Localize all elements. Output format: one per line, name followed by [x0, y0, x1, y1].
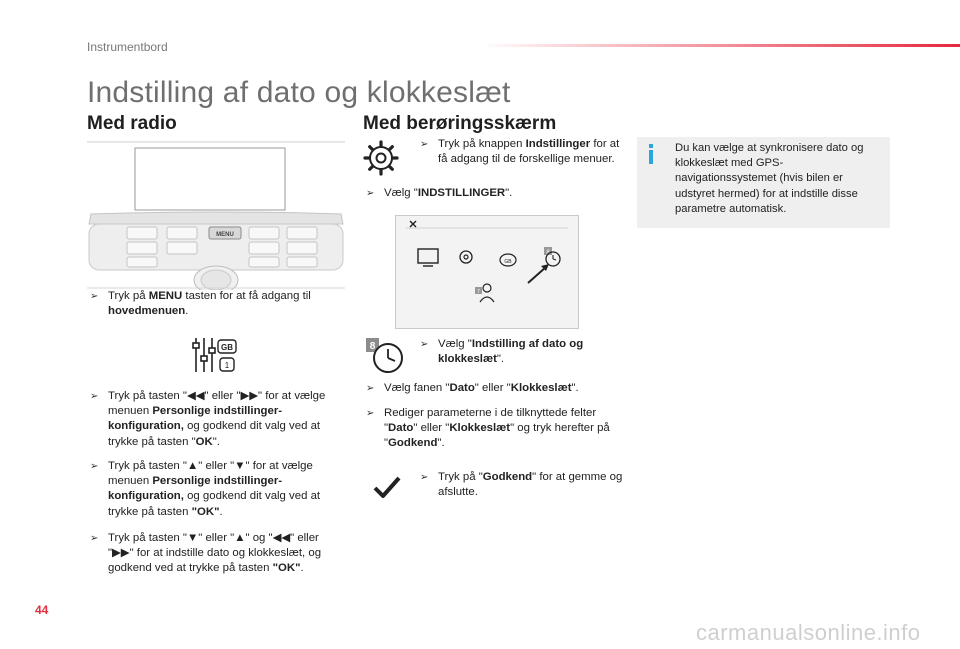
text-run: og godkend dit valg ved at trykke på tasten — [108, 490, 321, 518]
bold-text: INDSTILLINGER — [417, 187, 506, 199]
text-run: " eller " — [198, 460, 235, 472]
touch-step-2-text — [384, 186, 606, 201]
info-box — [637, 137, 890, 228]
text-run: . — [219, 505, 223, 518]
text-run: ▶▶ — [112, 547, 130, 560]
text-run: for at få adgang til de forskellige menuer. — [438, 138, 620, 166]
arrow-bullet-icon: ➢ — [90, 391, 99, 402]
touch-step-6-text — [438, 470, 625, 500]
watermark: carmanualsonline.info — [696, 620, 921, 645]
text-run: " eller " — [204, 390, 241, 402]
bold-text: OK — [195, 435, 213, 448]
bold-text: hovedmenuen — [108, 305, 186, 318]
text-run: ▼ — [234, 460, 246, 472]
page-title: Indstilling af dato og klokkeslæt — [87, 76, 511, 109]
settings-sliders-icon — [190, 334, 242, 376]
touchscreen-illustration — [395, 215, 579, 329]
gb-label: GB — [221, 343, 233, 352]
arrow-bullet-icon: ➢ — [90, 291, 99, 302]
info-text: Du kan vælge at synkronisere dato og klokkeslæt med GPS-navigationssystemet (hvis bilen er udstyret hermed) for at indstille disse parametre automatisk. — [675, 142, 864, 215]
bold-text: Personlige indstillinger-konfiguration, — [108, 405, 283, 433]
text-run: ▲ — [234, 532, 246, 544]
arrow-bullet-icon: ➢ — [420, 472, 429, 483]
touch-step-5 — [366, 406, 628, 452]
text-run: . — [300, 562, 304, 575]
bold-text: Godkend — [388, 437, 438, 450]
info-icon — [646, 144, 656, 164]
text-run: ◀◀ — [272, 532, 291, 544]
screen-eight-label: 8 — [546, 250, 550, 256]
page-number: 44 — [35, 603, 49, 617]
text-run: Tryk på knappen — [438, 138, 526, 150]
radio-step-2 — [90, 389, 342, 450]
touch-step-1 — [420, 137, 620, 167]
radio-step-3 — [90, 459, 342, 520]
section-header: Instrumentbord — [87, 40, 168, 54]
text-run: tasten for at få adgang til — [182, 290, 311, 302]
text-run: . — [185, 305, 189, 318]
bold-text: "OK" — [191, 505, 220, 518]
one-label: 1 — [224, 361, 230, 370]
text-run: " eller " — [198, 532, 235, 544]
text-run: ". — [437, 437, 445, 450]
radio-step-1 — [90, 289, 340, 319]
text-run: Rediger parameterne i de tilknyttede felter " — [384, 407, 597, 435]
text-run: Vælg fanen " — [384, 382, 450, 394]
heading-med-beroringsskaerm: Med berøringsskærm — [363, 113, 557, 134]
text-run: Tryk på tasten " — [108, 532, 187, 544]
arrow-bullet-icon: ➢ — [420, 339, 429, 350]
arrow-bullet-icon: ➢ — [366, 188, 375, 199]
radio-step-1-text — [108, 289, 340, 319]
heading-med-radio: Med radio — [87, 113, 177, 134]
menu-key-label: MENU — [216, 232, 234, 238]
bold-text: Klokkeslæt — [510, 382, 572, 394]
text-run: " eller " — [108, 532, 319, 560]
arrow-bullet-icon: ➢ — [90, 461, 99, 472]
bold-text: Dato — [388, 422, 414, 435]
radio-step-4 — [90, 531, 342, 577]
radio-step-4-text — [108, 531, 342, 577]
text-run: Tryk på tasten " — [108, 390, 187, 402]
checkmark-icon — [372, 474, 402, 500]
text-run: " eller " — [413, 422, 450, 435]
radio-panel-illustration — [87, 138, 345, 290]
gear-icon — [361, 138, 401, 178]
text-run: ▶▶ — [240, 390, 258, 402]
radio-step-2-text — [108, 389, 342, 450]
text-run: ▲ — [186, 460, 199, 472]
touch-step-2 — [366, 186, 606, 201]
bold-text: Indstillinger — [525, 138, 591, 150]
bold-text: Indstilling af dato og klokkeslæt — [438, 338, 584, 366]
text-run: " for at vælge menuen — [108, 460, 313, 488]
arrow-bullet-icon: ➢ — [90, 533, 99, 544]
text-run: " for at indstille dato og klokkeslæt, og godkend ved at trykke på tasten — [108, 547, 322, 575]
bold-text: Dato — [449, 382, 475, 394]
clock-icon — [364, 336, 406, 376]
screen-gb-label: GB — [504, 259, 512, 265]
text-run: Vælg " — [438, 338, 472, 350]
text-run: ". — [571, 382, 579, 394]
touch-step-3 — [420, 337, 620, 367]
touchscreen-menu-icons — [396, 216, 578, 328]
touch-step-4-text — [384, 381, 626, 396]
text-run: Vælg " — [384, 187, 418, 199]
touch-step-1-text — [438, 137, 620, 167]
text-run: ". — [212, 435, 220, 448]
touch-step-3-text — [438, 337, 620, 367]
touch-step-4 — [366, 381, 626, 396]
radio-step-3-text — [108, 459, 342, 520]
arrow-bullet-icon: ➢ — [420, 139, 429, 150]
touch-step-6 — [420, 470, 625, 500]
text-run: " for at gemme og afslutte. — [438, 471, 623, 499]
text-run: " og " — [245, 532, 273, 544]
text-run: ▼ — [186, 532, 199, 544]
bold-text: Klokkeslæt — [449, 422, 511, 435]
bold-text: "OK" — [272, 562, 301, 575]
arrow-bullet-icon: ➢ — [366, 383, 375, 394]
text-run: og godkend dit valg ved at trykke på tasten " — [108, 420, 321, 448]
text-run: Tryk på " — [438, 471, 483, 483]
text-run: ". — [505, 187, 513, 199]
text-run: " og tryk herefter på " — [384, 422, 610, 450]
bold-text: MENU — [148, 290, 183, 302]
text-run: ◀◀ — [186, 390, 205, 402]
text-run: " eller " — [474, 382, 511, 394]
screen-seven-label: 7 — [477, 289, 480, 295]
header-accent-line — [480, 44, 960, 47]
touch-step-5-text — [384, 406, 628, 452]
arrow-bullet-icon: ➢ — [366, 408, 375, 419]
text-run: Tryk på tasten " — [108, 460, 187, 472]
bold-text: Personlige indstillinger-konfiguration, — [108, 475, 283, 503]
clock-eight-label: 8 — [369, 341, 376, 352]
text-run: " for at vælge menuen — [108, 390, 326, 418]
text-run: ". — [496, 353, 505, 366]
text-run: Tryk på — [108, 290, 149, 302]
bold-text: Godkend — [482, 471, 533, 483]
